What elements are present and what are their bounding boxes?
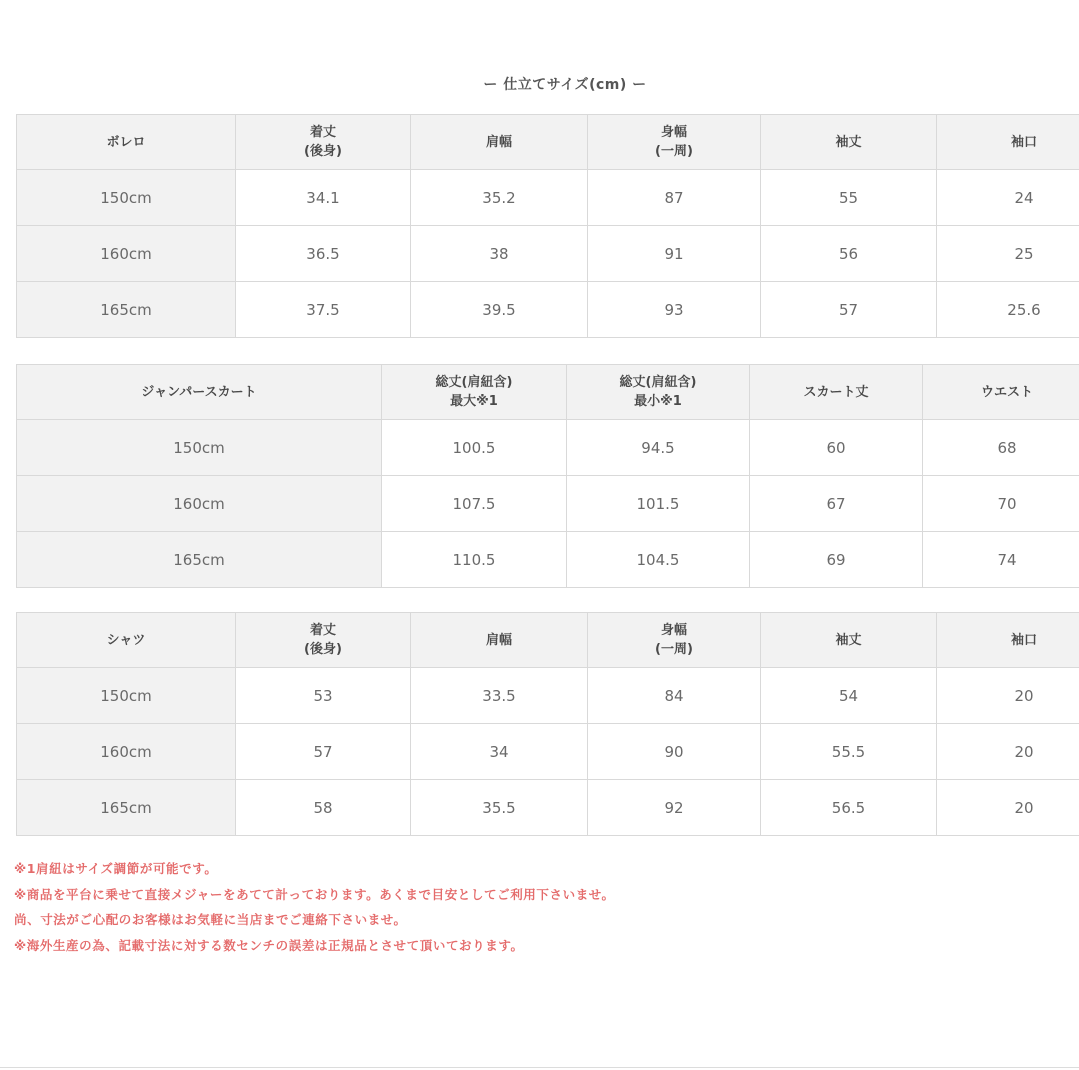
header-cell-length: 着丈 (後身): [236, 115, 411, 170]
table-row: [17, 226, 1079, 282]
table-cell: 84: [588, 668, 761, 724]
table-cell: 36.5: [236, 226, 411, 282]
table-cell: 93: [588, 282, 761, 338]
size-label: 150cm: [17, 420, 382, 476]
table-cell: 100.5: [382, 420, 567, 476]
table-cell: 24: [937, 170, 1079, 226]
table-cell: 20: [937, 724, 1079, 780]
table-cell: 60: [750, 420, 923, 476]
table-cell: 68: [923, 420, 1079, 476]
jumper-skirt-size-table: [16, 364, 1079, 588]
table-cell: 35.5: [411, 780, 588, 836]
header-cell-garment: シャツ: [17, 613, 236, 668]
table-cell: 35.2: [411, 170, 588, 226]
table-cell: 33.5: [411, 668, 588, 724]
table-cell: 58: [236, 780, 411, 836]
table-cell: 57: [236, 724, 411, 780]
table-cell: 101.5: [567, 476, 750, 532]
header-cell-cuff: 袖口: [937, 613, 1079, 668]
header-cell-bust: 身幅 (一周): [588, 613, 761, 668]
size-label: 150cm: [17, 668, 236, 724]
table-cell: 74: [923, 532, 1079, 588]
header-cell-cuff: 袖口: [937, 115, 1079, 170]
table-cell: 20: [937, 780, 1079, 836]
table-cell: 87: [588, 170, 761, 226]
header-cell-sleeve-length: 袖丈: [761, 115, 937, 170]
table-cell: 53: [236, 668, 411, 724]
header-cell-bust: 身幅 (一周): [588, 115, 761, 170]
size-label: 160cm: [17, 226, 236, 282]
size-label: 160cm: [17, 476, 382, 532]
table-cell: 57: [761, 282, 937, 338]
note-line: ※商品を平台に乗せて直接メジャーをあてて計っております。あくまで目安としてご利用下さいませ。: [14, 886, 615, 902]
header-cell-garment: ジャンパースカート: [17, 365, 382, 420]
header-cell-total-length-max: 総丈(肩紐含) 最大※1: [382, 365, 567, 420]
header-cell-shoulder: 肩幅: [411, 115, 588, 170]
table-cell: 56: [761, 226, 937, 282]
table-cell: 25: [937, 226, 1079, 282]
header-cell-waist: ウエスト: [923, 365, 1079, 420]
bottom-divider: [0, 1067, 1079, 1068]
table-cell: 69: [750, 532, 923, 588]
table-row: [17, 282, 1079, 338]
table-cell: 94.5: [567, 420, 750, 476]
table-row: [17, 476, 1079, 532]
note-line: ※海外生産の為、記載寸法に対する数センチの誤差は正規品とさせて頂いております。: [14, 937, 524, 953]
table-cell: 54: [761, 668, 937, 724]
table-cell: 34.1: [236, 170, 411, 226]
table-cell: 37.5: [236, 282, 411, 338]
table-cell: 34: [411, 724, 588, 780]
table-cell: 56.5: [761, 780, 937, 836]
table-cell: 67: [750, 476, 923, 532]
note-line: 尚、寸法がご心配のお客様はお気軽に当店までご連絡下さいませ。: [14, 912, 407, 927]
header-cell-skirt-length: スカート丈: [750, 365, 923, 420]
table-cell: 107.5: [382, 476, 567, 532]
shirt-size-table: [16, 612, 1079, 836]
table-row: [17, 780, 1079, 836]
table-cell: 90: [588, 724, 761, 780]
table-cell: 55: [761, 170, 937, 226]
note-line: ※1肩紐はサイズ調節が可能です。: [14, 861, 218, 876]
notes-block: [14, 856, 615, 958]
table-cell: 91: [588, 226, 761, 282]
size-label: 150cm: [17, 170, 236, 226]
page-title: ー 仕立てサイズ(cm) ー: [483, 77, 647, 93]
table-cell: 25.6: [937, 282, 1079, 338]
table-cell: 104.5: [567, 532, 750, 588]
table-cell: 70: [923, 476, 1079, 532]
header-cell-total-length-min: 総丈(肩紐含) 最小※1: [567, 365, 750, 420]
table-cell: 20: [937, 668, 1079, 724]
header-cell-length: 着丈 (後身): [236, 613, 411, 668]
header-cell-garment: ボレロ: [17, 115, 236, 170]
table-cell: 39.5: [411, 282, 588, 338]
header-cell-sleeve-length: 袖丈: [761, 613, 937, 668]
size-label: 165cm: [17, 780, 236, 836]
table-row: [17, 170, 1079, 226]
table-header-row: [17, 365, 1079, 420]
table-cell: 55.5: [761, 724, 937, 780]
table-row: [17, 724, 1079, 780]
table-row: [17, 420, 1079, 476]
size-label: 165cm: [17, 282, 236, 338]
table-header-row: [17, 613, 1079, 668]
table-cell: 110.5: [382, 532, 567, 588]
table-row: [17, 668, 1079, 724]
header-cell-shoulder: 肩幅: [411, 613, 588, 668]
size-label: 165cm: [17, 532, 382, 588]
table-cell: 38: [411, 226, 588, 282]
table-header-row: [17, 115, 1079, 170]
bolero-size-table: [16, 114, 1079, 338]
size-label: 160cm: [17, 724, 236, 780]
table-row: [17, 532, 1079, 588]
table-cell: 92: [588, 780, 761, 836]
